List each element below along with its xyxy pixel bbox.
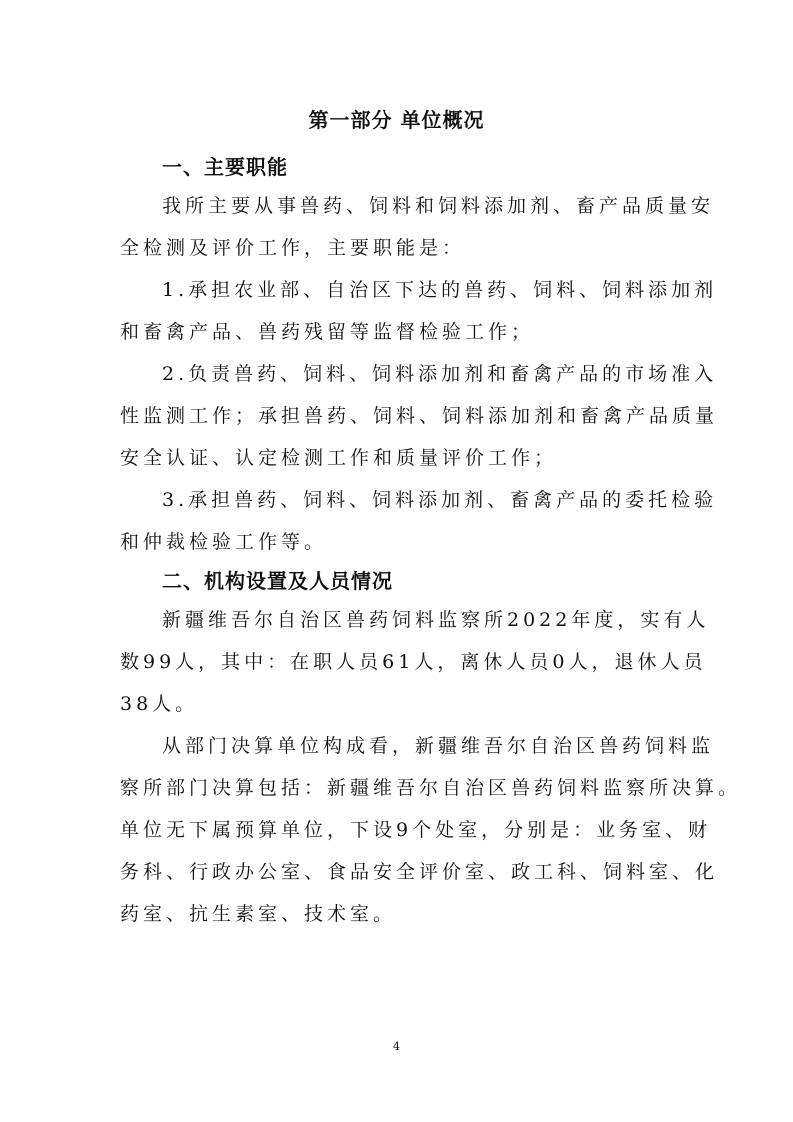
paragraph-line: 2.负责兽药、饲料、饲料添加剂和畜禽产品的市场准入 [162, 363, 718, 385]
paragraph-line: 药室、抗生素室、技术室。 [120, 903, 397, 925]
paragraph-line: 和畜禽产品、兽药残留等监督检验工作； [120, 321, 535, 343]
paragraph-line: 单位无下属预算单位，下设9个处室，分别是：业务室、财 [120, 819, 712, 841]
paragraph-line: 性监测工作；承担兽药、饲料、饲料添加剂和畜禽产品质量 [120, 405, 719, 427]
paragraph-line: 1.承担农业部、自治区下达的兽药、饲料、饲料添加剂 [162, 279, 718, 301]
paragraph-line: 38人。 [120, 693, 199, 715]
page-title: 第一部分 单位概况 [308, 108, 485, 132]
paragraph-line: 3.承担兽药、饲料、饲料添加剂、畜禽产品的委托检验 [162, 489, 718, 511]
section-heading-main-functions: 一、主要职能 [162, 155, 288, 179]
paragraph-line: 安全认证、认定检测工作和质量评价工作； [120, 447, 558, 469]
paragraph-line: 从部门决算单位构成看，新疆维吾尔自治区兽药饲料监 [162, 735, 715, 757]
page-number: 4 [393, 1040, 400, 1053]
paragraph-line: 务科、行政办公室、食品安全评价室、政工科、饲料室、化 [120, 861, 719, 883]
paragraph-line: 全检测及评价工作，主要职能是： [120, 237, 466, 259]
paragraph-line: 数99人，其中：在职人员61人，离休人员0人，退休人员 [120, 651, 707, 673]
paragraph-line: 新疆维吾尔自治区兽药饲料监察所2022年度，实有人 [162, 609, 710, 631]
paragraph-line: 察所部门决算包括：新疆维吾尔自治区兽药饲料监察所决算。 [120, 777, 742, 799]
paragraph-line: 我所主要从事兽药、饲料和饲料添加剂、畜产品质量安 [162, 195, 715, 217]
paragraph-line: 和仲裁检验工作等。 [120, 531, 328, 553]
section-heading-organization-staff: 二、机构设置及人员情况 [162, 569, 393, 593]
